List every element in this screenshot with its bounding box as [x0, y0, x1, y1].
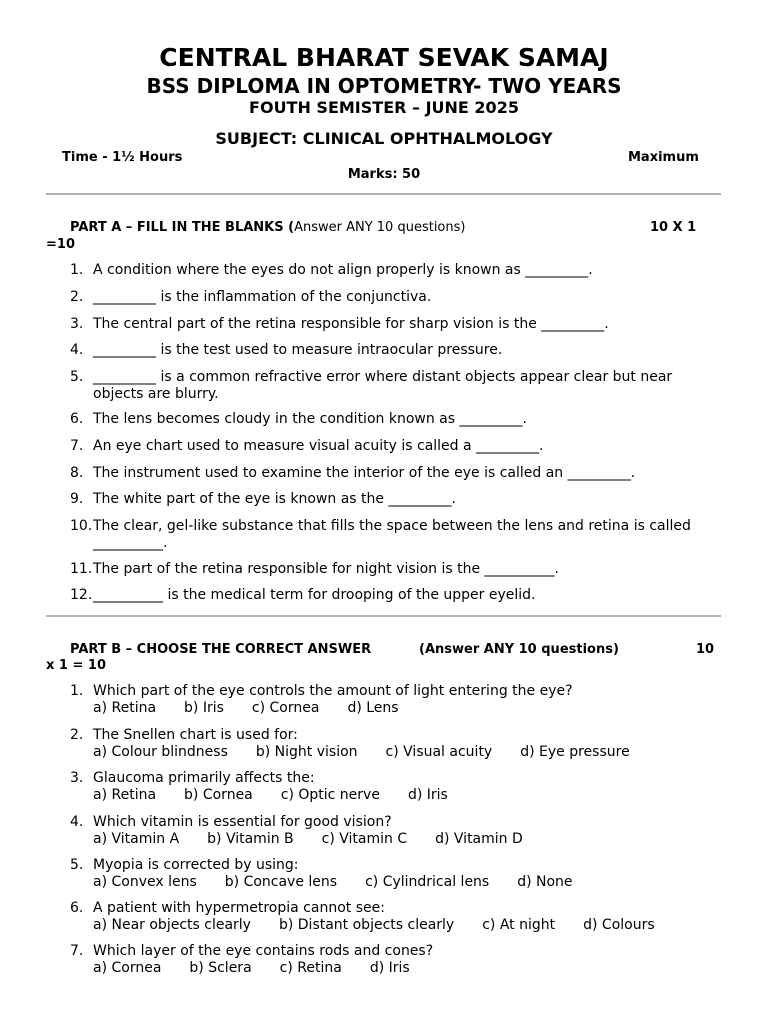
part-a-title: PART A – FILL IN THE BLANKS (	[70, 220, 295, 235]
option-b: b) Iris	[184, 700, 224, 716]
option-a: a) Retina	[93, 700, 157, 716]
option-c: c) Vitamin C	[321, 831, 408, 847]
question-text: Glaucoma primarily affects the:	[93, 770, 315, 786]
question-number: 12.	[70, 587, 93, 603]
question-number: 7.	[70, 943, 84, 959]
option-b: b) Distant objects clearly	[278, 917, 455, 933]
exam-time: Time - 1½ Hours	[62, 150, 183, 165]
mcq-item	[70, 814, 710, 848]
question-number: 3.	[70, 770, 84, 786]
institution-name: CENTRAL BHARAT SEVAK SAMAJ	[159, 43, 609, 72]
question-text: The part of the retina responsible for night vision is the __________.	[93, 561, 559, 577]
question-text: Which part of the eye controls the amount of light entering the eye?	[93, 683, 573, 699]
question-text: The central part of the retina responsible for sharp vision is the _________.	[93, 316, 609, 332]
question-item	[70, 438, 710, 455]
course-title: BSS DIPLOMA IN OPTOMETRY- TWO YEARS	[146, 74, 622, 98]
divider	[46, 193, 721, 195]
option-d: d) Eye pressure	[520, 744, 630, 760]
mcq-item	[70, 857, 710, 891]
question-item	[70, 369, 710, 403]
option-a: a) Retina	[93, 787, 157, 803]
option-b: b) Sclera	[189, 960, 252, 976]
option-c: c) Visual acuity	[385, 744, 493, 760]
question-text: _________ is the inflammation of the conjunctiva.	[93, 289, 432, 305]
option-d: d) None	[517, 874, 573, 890]
question-number: 5.	[70, 857, 84, 873]
option-c: c) Cylindrical lens	[365, 874, 490, 890]
question-item	[70, 465, 710, 482]
question-item	[70, 262, 710, 279]
question-text: The white part of the eye is known as the _________.	[93, 491, 456, 507]
question-item	[70, 289, 710, 306]
question-text: The instrument used to examine the interior of the eye is called an _________.	[93, 465, 636, 481]
question-number: 11.	[70, 561, 93, 577]
part-a-instruction: Answer ANY 10 questions)	[294, 220, 466, 235]
question-number: 2.	[70, 727, 84, 743]
question-number: 2.	[70, 289, 84, 305]
option-c: c) Retina	[279, 960, 342, 976]
part-b-instruction: (Answer ANY 10 questions)	[419, 642, 619, 657]
part-a-marks: 10 X 1	[650, 220, 697, 235]
divider	[46, 615, 721, 617]
question-text: A condition where the eyes do not align properly is known as _________.	[93, 262, 593, 278]
question-text: Myopia is corrected by using:	[93, 857, 299, 873]
part-b-marks: 10	[696, 642, 715, 657]
question-text: __________ is the medical term for drooping of the upper eyelid.	[93, 587, 536, 603]
option-a: a) Vitamin A	[93, 831, 180, 847]
mcq-item	[70, 770, 710, 804]
option-a: a) Convex lens	[93, 874, 197, 890]
question-number: 4.	[70, 814, 84, 830]
question-item	[70, 561, 710, 578]
semester-title: FOUTH SEMISTER – JUNE 2025	[249, 98, 519, 117]
mcq-item	[70, 683, 710, 717]
question-item	[70, 316, 710, 333]
option-c: c) At night	[482, 917, 556, 933]
answer-options	[93, 744, 710, 761]
question-text: _________ is the test used to measure intraocular pressure.	[93, 342, 503, 358]
max-marks-value: Marks: 50	[347, 167, 421, 182]
answer-options	[93, 874, 710, 891]
option-a: a) Near objects clearly	[93, 917, 251, 933]
option-b: b) Vitamin B	[207, 831, 294, 847]
question-item	[70, 518, 710, 552]
question-number: 6.	[70, 411, 84, 427]
mcq-item	[70, 900, 710, 934]
option-a: a) Cornea	[93, 960, 162, 976]
question-item	[70, 491, 710, 508]
part-b-marks-total: x 1 = 10	[46, 658, 106, 673]
mcq-item	[70, 943, 710, 977]
part-a-marks-total: =10	[46, 237, 75, 252]
option-d: d) Iris	[369, 960, 410, 976]
question-number: 8.	[70, 465, 84, 481]
question-text: The clear, gel-like substance that fills the space between the lens and retina is called __________.	[93, 518, 691, 551]
question-number: 5.	[70, 369, 84, 385]
max-marks-label: Maximum	[628, 150, 699, 165]
answer-options	[93, 787, 710, 804]
question-number: 1.	[70, 262, 84, 278]
question-text: Which vitamin is essential for good vision?	[93, 814, 392, 830]
part-b-title: PART B – CHOOSE THE CORRECT ANSWER	[70, 642, 372, 657]
question-number: 4.	[70, 342, 84, 358]
option-d: d) Vitamin D	[435, 831, 523, 847]
answer-options	[93, 917, 710, 934]
mcq-item	[70, 727, 710, 761]
option-b: b) Cornea	[184, 787, 253, 803]
question-number: 7.	[70, 438, 84, 454]
question-text: _________ is a common refractive error where distant objects appear clear but near objects are blurry.	[93, 369, 673, 402]
question-number: 1.	[70, 683, 84, 699]
option-a: a) Colour blindness	[93, 744, 228, 760]
option-d: d) Lens	[347, 700, 399, 716]
option-b: b) Concave lens	[224, 874, 338, 890]
option-c: c) Cornea	[251, 700, 320, 716]
question-text: Which layer of the eye contains rods and cones?	[93, 943, 434, 959]
answer-options	[93, 960, 710, 977]
question-number: 6.	[70, 900, 84, 916]
question-item	[70, 342, 710, 359]
question-number: 3.	[70, 316, 84, 332]
question-text: A patient with hypermetropia cannot see:	[93, 900, 385, 916]
subject-title: SUBJECT: CLINICAL OPHTHALMOLOGY	[215, 129, 553, 148]
question-text: The Snellen chart is used for:	[93, 727, 298, 743]
option-b: b) Night vision	[255, 744, 358, 760]
question-number: 9.	[70, 491, 84, 507]
question-text: An eye chart used to measure visual acuity is called a _________.	[93, 438, 544, 454]
answer-options	[93, 831, 710, 848]
question-item	[70, 587, 710, 604]
part-a-heading	[70, 219, 465, 236]
answer-options	[93, 700, 710, 717]
question-text: The lens becomes cloudy in the condition known as _________.	[93, 411, 527, 427]
question-number: 10.	[70, 518, 93, 534]
question-item	[70, 411, 710, 428]
option-d: d) Colours	[583, 917, 655, 933]
option-c: c) Optic nerve	[280, 787, 380, 803]
option-d: d) Iris	[407, 787, 448, 803]
